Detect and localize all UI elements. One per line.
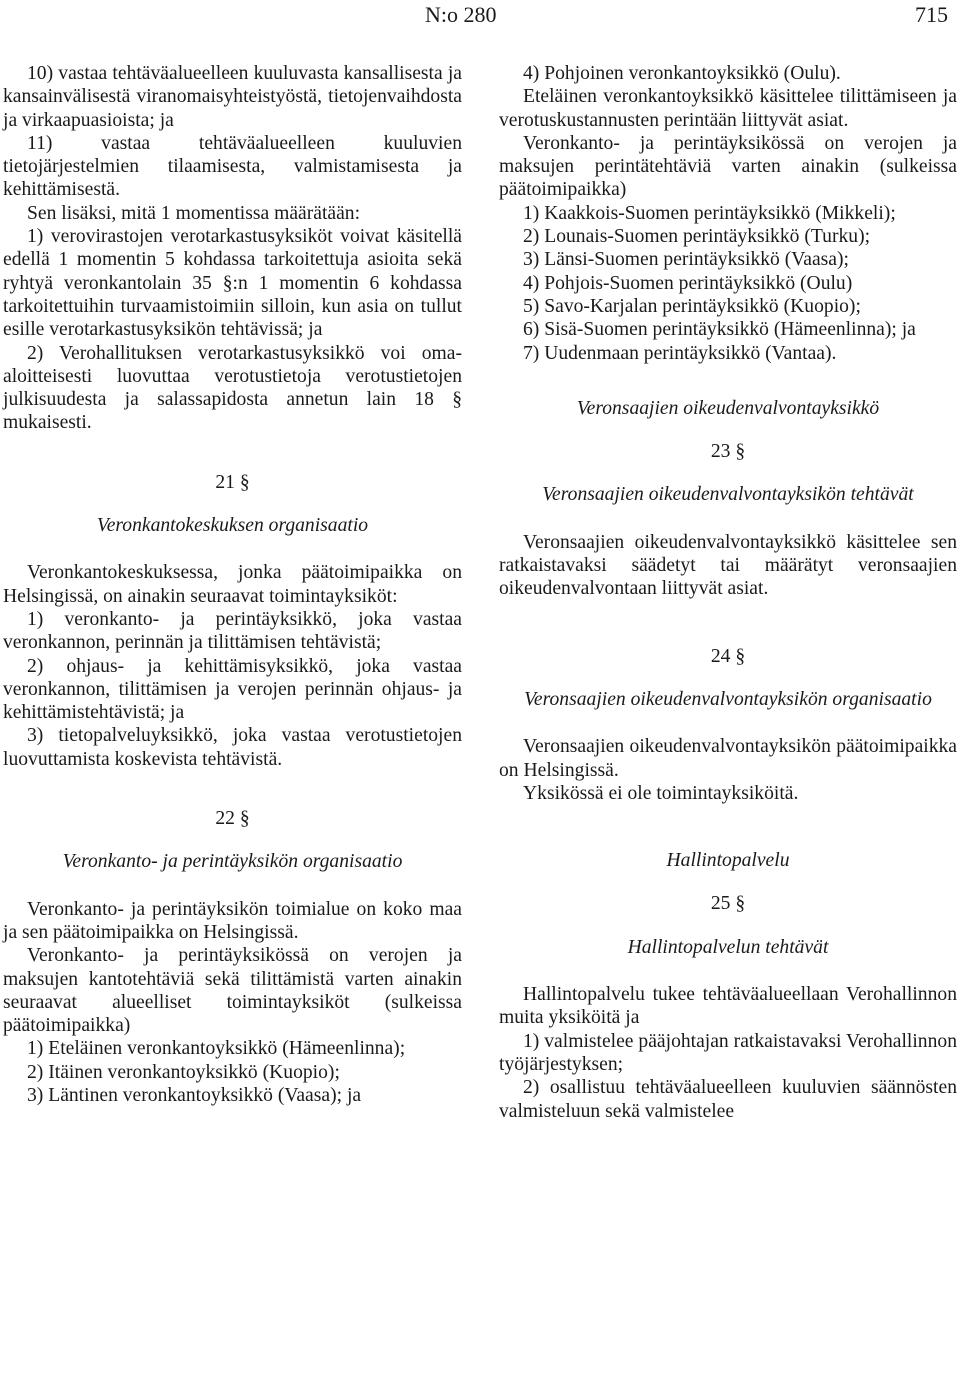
list-item: 4) Pohjois-Suomen perintäyksikkö (Oulu) (523, 272, 853, 294)
section-number-23: 23 § (710, 441, 746, 463)
section-title-24: Veronsaajien oikeudenvalvontayksikön organisaatio (524, 688, 932, 710)
list-item: 4) Pohjoinen veronkantoyksikkö (Oulu). (523, 63, 841, 84)
list-item: 1) Eteläinen veronkantoyksikkö (Hämeenlinna); (27, 1038, 406, 1060)
section-title-25: Hallintopalvelun tehtävät (627, 936, 829, 958)
paragraph: Veronkanto- ja perintäyksikössä on verojen ja maksujen perintätehtäviä varten ainakin (sulkeissa päätoimipaikka) (499, 132, 957, 201)
paragraph: Veronkanto- ja perintäyksikön toimialue on koko maa ja sen päätoimipaikka on Helsingissä. (3, 898, 462, 943)
paragraph: Veronsaajien oikeudenvalvontayksikkö käsittelee sen ratkaistavaksi säädetyt tai määrätyt veronsaajien oikeudenvalvontaan liittyvät asiat. (499, 531, 957, 600)
paragraph: 2) Verohallituksen verotarkastusyksikkö voi oma-aloitteisesti luovuttaa verotustietoja verotustietojen julkisuudesta ja salassapidosta annetun lain 18 § mukaisesti. (3, 342, 462, 434)
paragraph: Veronkantokeskuksessa, jonka päätoimipaikka on Helsingissä, on ainakin seuraavat toimintayksiköt: (3, 562, 462, 607)
list-item: 2) Lounais-Suomen perintäyksikkö (Turku); (523, 226, 871, 248)
list-item: 1) valmistelee pääjohtajan ratkaistavaksi Verohallinnon työjärjestyksen; (499, 1030, 957, 1075)
paragraph: 1) veronkanto- ja perintäyksikkö, joka vastaa veronkannon, perinnän ja tilittämisen tehtävistä; (3, 608, 462, 654)
left-column (3, 62, 462, 1107)
section-number-25: 25 § (710, 893, 746, 915)
list-item: 7) Uudenmaan perintäyksikkö (Vantaa). (523, 342, 837, 364)
paragraph: 2) ohjaus- ja kehittämisyksikkö, joka vastaa veronkannon, tilittämisen ja verojen perinnän ohjaus- ja kehittämistehtävistä; ja (3, 655, 462, 724)
paragraph: 3) tietopalveluyksikkö, joka vastaa verotustietojen luovuttamista koskevista tehtävistä. (3, 725, 462, 770)
paragraph: Veronkanto- ja perintäyksikössä on verojen ja maksujen kantotehtäviä sekä tilittämistä varten ainakin seuraavat alueelliset toimintayksiköt (sulkeissa päätoimipaikka) (3, 945, 462, 1037)
page-header (0, 0, 960, 34)
issue-number: N:o 280 (425, 2, 497, 27)
paragraph: Sen lisäksi, mitä 1 momentissa määrätään: (27, 202, 361, 224)
section-title-23: Veronsaajien oikeudenvalvontayksikön tehtävät (542, 484, 914, 506)
paragraph: Veronsaajien oikeudenvalvontayksikön päätoimipaikka on Helsingissä. (499, 736, 957, 781)
paragraph: 1) verovirastojen verotarkastusyksiköt voivat käsitellä edellä 1 momentin 5 kohdassa tarkoitettuja asioita sekä ryhtyä veronkantolain 35 §:n 1 momentin 6 kohdassa tarkoitettuihin turvaamistoimiin silloin, kun asia on tullut esille verotarkastusyksikön tehtävissä; ja (3, 226, 462, 341)
section-number-21: 21 § (215, 471, 250, 493)
paragraph: 10) vastaa tehtäväalueelleen kuuluvasta kansallisesta ja kansainvälisestä viranomaisyhteistyöstä, tietojenvaihdosta ja virkaapuasioista; ja (3, 63, 462, 131)
paragraph: Yksikössä ei ole toimintayksiköitä. (523, 782, 799, 804)
paragraph: 11) vastaa tehtäväalueelleen kuuluvien tietojärjestelmien tilaamisesta, valmistamisesta ja kehittämisestä. (3, 132, 462, 201)
list-item: 1) Kaakkois-Suomen perintäyksikkö (Mikkeli); (523, 202, 896, 224)
section-number-24: 24 § (710, 645, 746, 667)
list-item: 6) Sisä-Suomen perintäyksikkö (Hämeenlinna); ja (523, 319, 916, 341)
right-column (499, 62, 957, 1123)
list-item: 2) Itäinen veronkantoyksikkö (Kuopio); (27, 1061, 340, 1083)
list-item: 2) osallistuu tehtäväalueelleen kuuluvien säännösten valmisteluun sekä valmistelee (499, 1077, 957, 1122)
list-item: 3) Länsi-Suomen perintäyksikkö (Vaasa); (523, 249, 849, 271)
section-title-22: Veronkanto- ja perintäyksikön organisaatio (62, 851, 403, 873)
paragraph: Hallintopalvelu tukee tehtäväalueellaan Verohallinnon muita yksiköitä ja (499, 984, 957, 1029)
page-number: 715 (915, 2, 948, 27)
list-item: 3) Läntinen veronkantoyksikkö (Vaasa); ja (27, 1084, 362, 1106)
list-item: 5) Savo-Karjalan perintäyksikkö (Kuopio); (523, 295, 861, 317)
chapter-heading-unit: Veronsaajien oikeudenvalvontayksikkö (576, 397, 880, 419)
chapter-heading-admin: Hallintopalvelu (666, 850, 790, 872)
section-title-21: Veronkantokeskuksen organisaatio (96, 515, 369, 537)
paragraph: Eteläinen veronkantoyksikkö käsittelee tilittämiseen ja verotuskustannusten perintään liittyvät asiat. (499, 86, 957, 131)
section-number-22: 22 § (215, 808, 250, 830)
